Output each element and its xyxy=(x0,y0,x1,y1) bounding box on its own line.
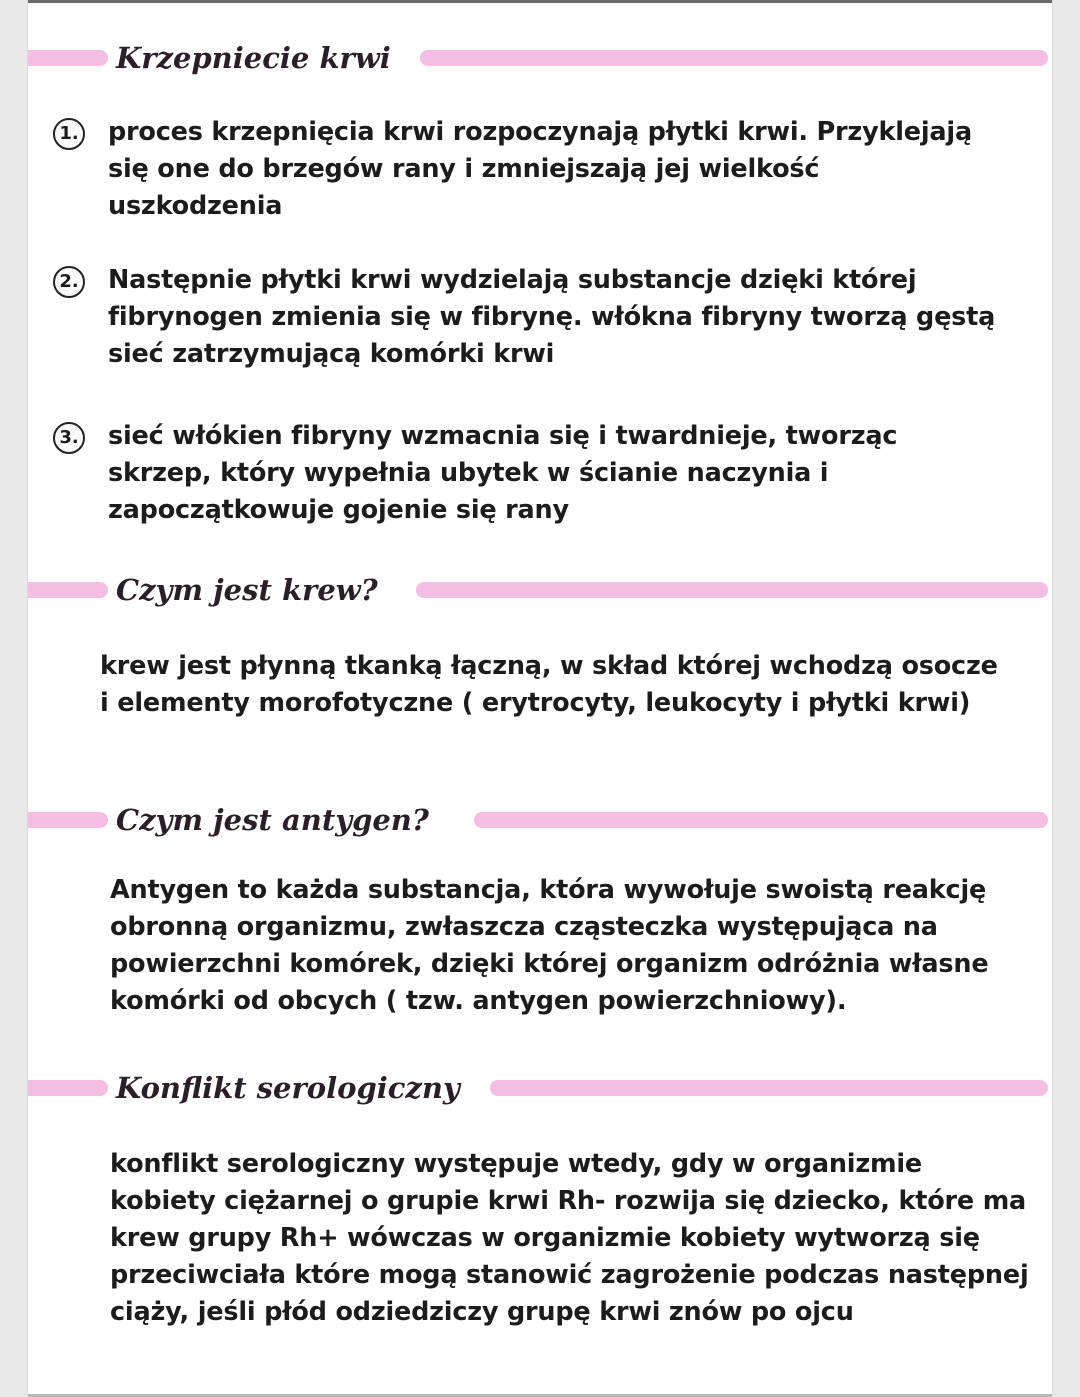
highlight-bar xyxy=(28,582,108,598)
step-number-badge: 1. xyxy=(53,118,85,150)
highlight-bar xyxy=(416,582,1048,598)
section-title: Czym jest krew? xyxy=(116,573,378,607)
highlight-bar xyxy=(474,812,1048,828)
paragraph-krew: krew jest płynną tkanką łączną, w skład której wchodzą osocze i elementy morofotyczne ( erytrocyty, leukocyty i płytki krwi) xyxy=(100,651,998,718)
notes-page xyxy=(28,0,1052,1397)
heading-krzepniecie-krwi xyxy=(28,38,1052,78)
step-text: Następnie płytki krwi wydzielają substancje dzięki której fibrynogen zmienia się w fibrynę. włókna fibryny tworzą gęstą sieć zatrzymującą komórki krwi xyxy=(108,265,996,369)
section-title: Konflikt serologiczny xyxy=(116,1071,460,1105)
paragraph-konflikt: konflikt serologiczny występuje wtedy, gdy w organizmie kobiety ciężarnej o grupie krwi Rh- rozwija się dziecko, które ma krew grupy Rh+ wówczas w organizmie kobiety wytworzą się przeciwciała które mogą stanowić zagrożenie podczas następnej ciąży, jeśli płód odziedziczy grupę krwi znów po ojcu xyxy=(110,1149,1029,1327)
section-title: Krzepniecie krwi xyxy=(116,41,391,75)
list-item xyxy=(53,418,1013,533)
highlight-bar xyxy=(420,50,1048,66)
heading-czym-jest-krew xyxy=(28,570,1052,610)
highlight-bar xyxy=(28,50,108,66)
step-number-badge: 3. xyxy=(53,422,85,454)
list-item xyxy=(53,114,1013,229)
highlight-bar xyxy=(28,812,108,828)
step-number-badge: 2. xyxy=(53,266,85,298)
highlight-bar xyxy=(28,1080,108,1096)
heading-konflikt-serologiczny xyxy=(28,1068,1052,1108)
step-text: sieć włókien fibryny wzmacnia się i twardnieje, tworząc skrzep, który wypełnia ubytek w ścianie naczynia i zapoczątkowuje gojenie się rany xyxy=(108,421,898,525)
heading-czym-jest-antygen xyxy=(28,800,1052,840)
page-top-edge xyxy=(28,0,1052,3)
section-title: Czym jest antygen? xyxy=(116,803,429,837)
paragraph-antygen: Antygen to każda substancja, która wywołuje swoistą reakcję obronną organizmu, zwłaszcza cząsteczka występująca na powierzchni komórek, dzięki której organizm odróżnia własne komórki od obcych ( tzw. antygen powierzchniowy). xyxy=(110,875,989,1016)
list-item xyxy=(53,262,1013,377)
highlight-bar xyxy=(490,1080,1048,1096)
step-text: proces krzepnięcia krwi rozpoczynają płytki krwi. Przyklejają się one do brzegów rany i zmniejszają jej wielkość uszkodzenia xyxy=(108,117,972,221)
